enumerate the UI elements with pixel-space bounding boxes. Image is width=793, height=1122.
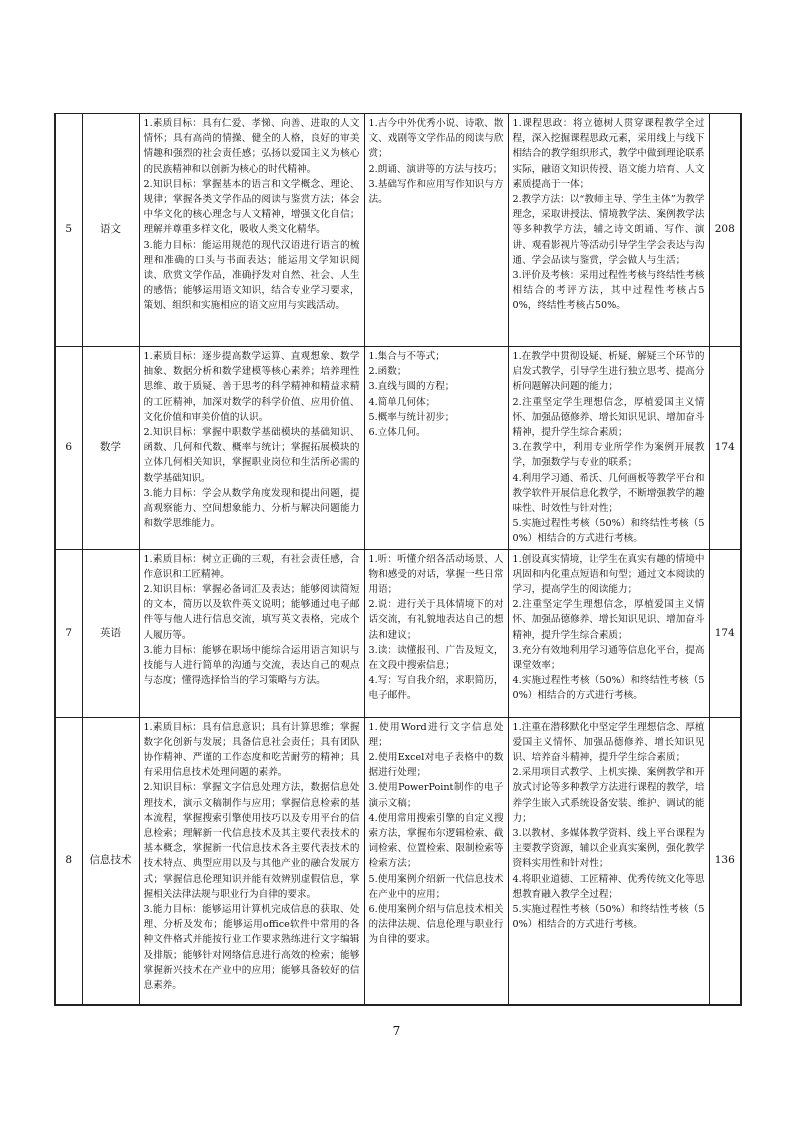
course-content-cell-paragraph: 4.简单几何体； — [368, 396, 436, 408]
table-body — [55, 114, 741, 1006]
course-goals-cell-paragraph: 3.能力目标：能够运用计算机完成信息的获取、处理、分析及发布；能够运用office软件中常用的各种文件格式并能按行业工作要求熟练进行文字编辑及排版；能够针对网络信息进行高效的检索；能够掌握新兴技术在产业中的应用；能够具备较好的信息素养。 — [143, 904, 360, 992]
teaching-requirements-cell — [508, 114, 709, 347]
teaching-requirements-cell-paragraph: 2.采用项目式教学、上机实操、案例教学和开放式讨论等多种教学方法进行课程的教学，培养学生嵌入式系统设备安装、维护、调试的能力； — [512, 767, 705, 824]
teaching-requirements-cell — [508, 347, 709, 550]
teaching-requirements-cell-paragraph: 4.将职业道德、工匠精神、优秀传统文化等思想教育融入教学全过程； — [512, 873, 705, 900]
course-content-cell-paragraph: 3.使用PowerPoint制作的电子演示文稿； — [368, 782, 504, 809]
table-row — [55, 717, 741, 1005]
course-name-cell: 语文 — [82, 114, 139, 347]
course-hours-cell: 174 — [709, 549, 741, 717]
teaching-requirements-cell-paragraph: 4.利用学习通、希沃、几何画板等教学平台和教学软件开展信息化教学，不断增强教学的趣味性、时效性与针对性； — [512, 472, 705, 515]
course-content-cell-paragraph: 1.使用Word进行文字信息处理； — [368, 721, 504, 748]
course-goals-cell-paragraph: 3.能力目标：能够在职场中能综合运用语言知识与技能与人进行简单的沟通与交流，表达自己的观点与态度；懂得选择恰当的学习策略与方法。 — [143, 644, 360, 687]
course-content-cell-paragraph: 1.听：听懂介绍各活动场景、人物和感受的对话，掌握一些日常用语； — [368, 553, 504, 596]
course-number-cell: 5 — [55, 114, 82, 347]
course-content-cell-paragraph: 1.集合与不等式； — [368, 351, 445, 362]
course-content-cell-paragraph: 2.朗诵、演讲等的方法与技巧； — [368, 163, 503, 175]
course-content-cell — [364, 347, 508, 550]
teaching-requirements-cell-paragraph: 3.在教学中，利用专业所学作为案例开展教学，加强数学与专业的联系； — [512, 442, 705, 469]
course-goals-cell — [139, 717, 364, 1005]
course-content-cell-paragraph: 2.说：进行关于具体情境下的对话交流，有礼貌地表达自己的想法和建议； — [368, 599, 504, 641]
course-content-cell — [364, 114, 508, 347]
teaching-requirements-cell-paragraph: 1.注重在潜移默化中坚定学生理想信念、厚植爱国主义情怀、加强品德修养、增长知识见识、培养奋斗精神，提升学生综合素质； — [512, 721, 705, 764]
teaching-requirements-cell-paragraph: 5.实施过程性考核（50%）和终结性考核（50%）相结合的方式进行考核。 — [512, 518, 705, 545]
course-hours-cell: 208 — [709, 114, 741, 347]
course-content-cell-paragraph: 3.直线与圆的方程； — [368, 381, 455, 393]
course-name-cell: 英语 — [82, 549, 139, 717]
course-name-cell: 信息技术 — [82, 717, 139, 1005]
teaching-requirements-cell — [508, 717, 709, 1005]
course-number-cell: 8 — [55, 717, 82, 1005]
teaching-requirements-cell-paragraph: 3.评价及考核：采用过程性考核与终结性考核相结合的考评方法，其中过程性考核占50%，终结性考核占50%。 — [512, 270, 705, 312]
course-goals-cell-paragraph: 2.知识目标：掌握必备词汇及表达；能够阅读简短的文本，简历以及软件英文说明；能够通过电子邮件等与他人进行信息交流，填写英文表格，完成个人履历等。 — [143, 584, 360, 641]
course-content-cell-paragraph: 2.函数； — [368, 366, 407, 378]
course-goals-cell — [139, 114, 364, 347]
teaching-requirements-cell-paragraph: 3.以教材、多媒体教学资料、线上平台课程为主要教学资源，辅以企业真实案例，强化教学资料实用性和针对性； — [512, 828, 705, 870]
course-table — [54, 113, 742, 1006]
course-content-cell-paragraph: 4.使用常用搜索引擎的自定义搜索方法，掌握布尔逻辑检索、截词检索、位置检索、限制检索等检索方法； — [368, 812, 504, 870]
course-content-cell-paragraph: 6.使用案例介绍与信息技术相关的法律法规、信息伦理与职业行为自律的要求。 — [368, 904, 504, 946]
course-content-cell — [364, 717, 508, 1005]
course-content-cell-paragraph: 2.使用Excel对电子表格中的数据进行处理； — [368, 752, 504, 779]
teaching-requirements-cell-paragraph: 1.在教学中贯彻设疑、析疑、解疑三个环节的启发式教学，引导学生进行独立思考、提高分析问题解决问题的能力； — [512, 351, 705, 393]
course-content-cell-paragraph: 3.基础写作和应用写作知识与方法。 — [368, 178, 504, 206]
course-goals-cell-paragraph: 1.素质目标：逐步提高数学运算、直观想象、数学抽象、数据分析和数学建模等核心素养；培养理性思维、敢于质疑、善于思考的科学精神和精益求精的工匠精神，加深对数学的科学价值、应用价值、文化价值和审美价值的认识。 — [143, 351, 360, 423]
course-goals-cell-paragraph: 1.素质目标：具有信息意识；具有计算思维；掌握数字化创新与发展；具备信息社会责任；具有团队协作精神、严谨的工作态度和吃苦耐劳的精神；具有采用信息技术处理问题的素养。 — [143, 721, 360, 779]
course-number-cell: 6 — [55, 347, 82, 550]
course-content-cell-paragraph: 6.立体几何。 — [368, 427, 426, 439]
course-goals-cell-paragraph: 3.能力目标：能运用规范的现代汉语进行语言的梳理和准确的口头与书面表达；能运用文学知识阅读、欣赏文学作品，准确抒发对自然、社会、人生的感悟；能够运用语文知识，结合专业学习要求，策划、组织和实施相应的语文应用与实践活动。 — [143, 239, 360, 312]
course-content-cell-paragraph: 5.使用案例介绍新一代信息技术在产业中的应用； — [368, 873, 504, 900]
course-goals-cell — [139, 549, 364, 717]
course-goals-cell — [139, 347, 364, 550]
teaching-requirements-cell — [508, 549, 709, 717]
course-number-cell: 7 — [55, 549, 82, 717]
course-name-cell: 数学 — [82, 347, 139, 550]
course-goals-cell-paragraph: 3.能力目标：学会从数学角度发现和提出问题，提高观察能力、空间想象能力、分析与解决问题能力和数学思维能力。 — [143, 487, 360, 530]
course-hours-cell: 174 — [709, 347, 741, 550]
course-content-cell-paragraph: 1.古今中外优秀小说、诗歌、散文、戏剧等文学作品的阅读与欣赏； — [368, 118, 504, 160]
course-content-cell-paragraph: 3.读：读懂报刊、广告及短文，在文段中搜索信息； — [368, 644, 504, 672]
teaching-requirements-cell-paragraph: 1.创设真实情境，让学生在真实有趣的情境中巩固和内化重点短语和句型；通过文本阅读的学习，提高学生的阅读能力； — [512, 553, 705, 596]
teaching-requirements-cell-paragraph: 2.注重坚定学生理想信念，厚植爱国主义情怀、加强品德修养、增长知识见识、增加奋斗精神，提升学生综合素质； — [512, 396, 705, 439]
course-goals-cell-paragraph: 2.知识目标：掌握文字信息处理方法，数据信息处理技术，演示文稿制作与应用；掌握信息检索的基本流程，掌握搜索引擎使用技巧以及专用平台的信息检索；理解新一代信息技术及其主要代表技术的基本概念，掌握新一代信息技术各主要代表技术的技术特点、典型应用以及与其他产业的融合发展方式；掌握信息伦理知识并能有效辨别虚假信息，掌握相关法律法规与职业行为自律的要求。 — [143, 782, 360, 900]
course-goals-cell-paragraph: 1.素质目标：树立正确的三观，有社会责任感，合作意识和工匠精神。 — [143, 553, 360, 580]
teaching-requirements-cell-paragraph: 3.充分有效地利用学习通等信息化平台，提高课堂效率； — [512, 644, 705, 672]
course-content-cell-paragraph: 5.概率与统计初步； — [368, 411, 455, 423]
teaching-requirements-cell-paragraph: 4.实施过程性考核（50%）和终结性考核（50%）相结合的方式进行考核。 — [512, 675, 705, 702]
table-row — [55, 347, 741, 550]
course-goals-cell-paragraph: 2.知识目标：掌握中职数学基础模块的基础知识、函数、几何和代数、概率与统计；掌握拓展模块的立体几何相关知识，掌握职业岗位和生活所必需的数学基础知识。 — [143, 427, 360, 484]
teaching-requirements-cell-paragraph: 1.课程思政：将立德树人贯穿课程教学全过程，深入挖掘课程思政元素，采用线上与线下相结合的教学组织形式，教学中做到理论联系实际，融语文知识传授、语文能力培育、人文素质提高于一体； — [512, 118, 705, 190]
table-row — [55, 114, 741, 347]
course-goals-cell-paragraph: 2.知识目标：掌握基本的语言和文学概念、理论、规律；掌握各类文学作品的阅读与鉴赏方法；体会中华文化的核心理念与人文精神，增强文化自信；理解并尊重多样文化，吸收人类文化精华。 — [143, 178, 360, 236]
page-number: 7 — [392, 1024, 401, 1038]
teaching-requirements-cell-paragraph: 2.教学方法：以“教师主导、学生主体”为教学理念，采取讲授法、情境教学法、案例教学法等多种教学方法，辅之诗文朗诵、写作、演讲、观看影视片等活动引导学生学会表达与沟通、学会品读与鉴赏，学会做人与生活； — [512, 194, 705, 266]
teaching-requirements-cell-paragraph: 5.实施过程性考核（50%）和终结性考核（50%）相结合的方式进行考核。 — [512, 904, 705, 931]
table-row — [55, 549, 741, 717]
course-goals-cell-paragraph: 1.素质目标：具有仁爱、孝悌、向善、进取的人文情怀；具有高尚的情操、健全的人格，良好的审美情趣和强烈的社会责任感；弘扬以爱国主义为核心的民族精神和以创新为核心的时代精神。 — [143, 118, 360, 175]
course-hours-cell: 136 — [709, 717, 741, 1005]
teaching-requirements-cell-paragraph: 2.注重坚定学生理想信念，厚植爱国主义情怀、加强品德修养、增长知识见识、增加奋斗精神，提升学生综合素质； — [512, 599, 705, 641]
course-content-cell — [364, 549, 508, 717]
course-content-cell-paragraph: 4.写：写自我介绍，求职简历，电子邮件。 — [368, 675, 504, 702]
